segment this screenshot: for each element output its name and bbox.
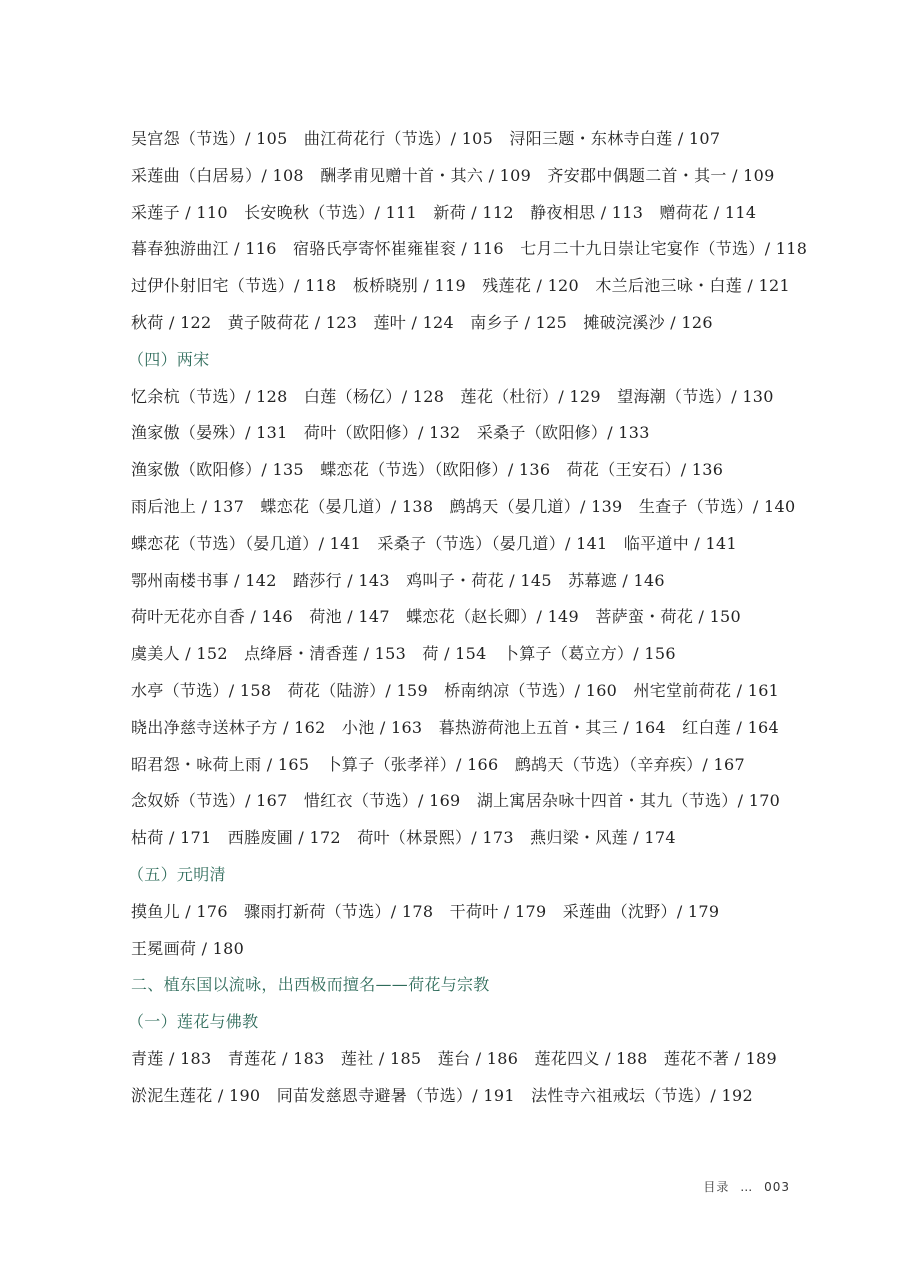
toc-entry-line: 采莲子 / 110 长安晚秋（节选）/ 111 新荷 / 112 静夜相思 / 113 赠荷花 / 114 [131,202,757,222]
toc-entry-line: 吴宫怨（节选）/ 105 曲江荷花行（节选）/ 105 浔阳三题・东林寺白莲 / 107 [131,129,721,148]
toc-entry-line: 过伊仆射旧宅（节选）/ 118 板桥晓别 / 119 残莲花 / 120 木兰后池三咏・白莲 / 121 [131,276,790,296]
section-heading-song: （四）两宋 [128,349,210,369]
toc-entry-line: 青莲 / 183 青莲花 / 183 莲社 / 185 莲台 / 186 莲花四义 / 188 莲花不著 / 189 [131,1048,778,1068]
page-footer [697,1178,790,1198]
toc-entry-line: 王冕画荷 / 180 [131,938,245,958]
toc-entry-line: 昭君怨・咏荷上雨 / 165 卜算子（张孝祥）/ 166 鹧鸪天（节选）（辛弃疾）/ 167 [131,754,745,774]
toc-entry-line: 忆余杭（节选）/ 128 白莲（杨亿）/ 128 莲花（杜衍）/ 129 望海潮（节选）/ 130 [131,386,774,406]
toc-entry-line: 雨后池上 / 137 蝶恋花（晏几道）/ 138 鹧鸪天（晏几道）/ 139 生查子（节选）/ 140 [131,496,796,516]
toc-entry-line: 虞美人 / 152 点绛唇・清香莲 / 153 荷 / 154 卜算子（葛立方）/ 156 [131,644,676,664]
toc-entry-line: 蝶恋花（节选）（晏几道）/ 141 采桑子（节选）（晏几道）/ 141 临平道中 / 141 [131,533,737,553]
section-heading-yuan-ming-qing: （五）元明清 [128,864,226,884]
toc-entry-line: 渔家傲（晏殊）/ 131 荷叶（欧阳修）/ 132 采桑子（欧阳修）/ 133 [131,423,650,443]
toc-entry-line: 摸鱼儿 / 176 骤雨打新荷（节选）/ 178 干荷叶 / 179 采莲曲（沈野）/ 179 [131,901,720,921]
toc-list [128,121,831,1115]
footer-section-label: 目录 [703,1180,730,1194]
toc-entry-line: 采莲曲（白居易）/ 108 酬孝甫见赠十首・其六 / 109 齐安郡中偶题二首・其一 / 109 [131,165,775,185]
footer-ellipsis: … [740,1180,754,1194]
toc-entry-line: 荷叶无花亦自香 / 146 荷池 / 147 蝶恋花（赵长卿）/ 149 菩萨蛮・荷花 / 150 [131,607,742,627]
toc-entry-line: 鄂州南楼书事 / 142 踏莎行 / 143 鸡叫子・荷花 / 145 苏幕遮 / 146 [131,570,665,590]
toc-entry-line: 淤泥生莲花 / 190 同苗发慈恩寺避暑（节选）/ 191 法性寺六祖戒坛（节选）/ 192 [131,1085,753,1105]
chapter-heading-religion: 二、植东国以流咏，出西极而擅名——荷花与宗教 [131,975,490,995]
toc-entry-line: 暮春独游曲江 / 116 宿骆氏亭寄怀崔雍崔衮 / 116 七月二十九日崇让宅宴作（节选）/ 118 [131,239,808,259]
toc-entry-line: 秋荷 / 122 黄子陂荷花 / 123 莲叶 / 124 南乡子 / 125 摊破浣溪沙 / 126 [131,312,713,332]
toc-entry-line: 渔家傲（欧阳修）/ 135 蝶恋花（节选）（欧阳修）/ 136 荷花（王安石）/ 136 [131,460,724,480]
section-heading-buddhism: （一）莲花与佛教 [128,1012,259,1032]
toc-entry-line: 枯荷 / 171 西塍废圃 / 172 荷叶（林景熙）/ 173 燕归梁・风莲 / 174 [131,828,676,848]
footer-page-number: 003 [764,1180,790,1194]
toc-entry-line: 晓出净慈寺送林子方 / 162 小池 / 163 暮热游荷池上五首・其三 / 164 红白莲 / 164 [131,717,780,737]
toc-entry-line: 念奴娇（节选）/ 167 惜红衣（节选）/ 169 湖上寓居杂咏十四首・其九（节选）/ 170 [131,791,781,811]
toc-entry-line: 水亭（节选）/ 158 荷花（陆游）/ 159 桥南纳凉（节选）/ 160 州宅堂前荷花 / 161 [131,680,780,700]
